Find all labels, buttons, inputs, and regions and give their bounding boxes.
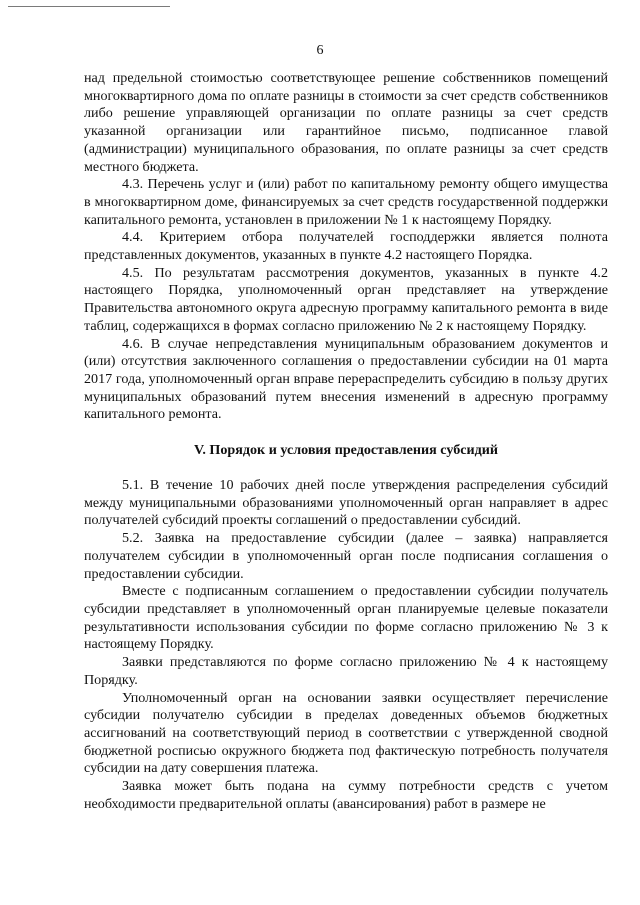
paragraph-4-5: 4.5. По результатам рассмотрения документов, указанных в пункте 4.2 настоящего Порядка, уполномоченный орган представляет на утверждение Правительства автономного округа адресную программу капитального ремонта в виде таблиц, содержащихся в формах согласно приложению № 2 к настоящему Порядку. (84, 264, 608, 334)
paragraph-4-3: 4.3. Перечень услуг и (или) работ по капитальному ремонту общего имущества в многоквартирном доме, финансируемых за счет средств государственной поддержки капитального ремонта, установлен в приложении № 1 к настоящему Порядку. (84, 176, 608, 228)
paragraph-4-6: 4.6. В случае непредставления муниципальным образованием документов и (или) отсутствия заключенного соглашения о предоставлении субсидии на 01 марта 2017 года, уполномоченный орган вправе перераспределить субсидию в пользу других муниципальных образований путем внесения изменений в адресную программу капитального ремонта. (84, 335, 608, 423)
scan-edge-line (8, 6, 170, 7)
paragraph-authorized-body-transfer: Уполномоченный орган на основании заявки осуществляет перечисление субсидии получателю субсидии в пределах доведенных объемов бюджетных ассигнований на соответствующий период в соответствии с утвержденной сводной бюджетной росписью окружного бюджета под фактическую потребность получателя субсидии на дату совершения платежа. (84, 689, 608, 777)
page-number: 6 (316, 43, 324, 58)
section-heading: V. Порядок и условия предоставления субсидий (194, 442, 498, 459)
paragraph-application-amount: Заявка может быть подана на сумму потребности средств с учетом необходимости предварительной оплаты (авансирования) работ в размере не (84, 778, 608, 812)
paragraph-together-with-agreement: Вместе с подписанным соглашением о предоставлении субсидии получатель субсидии представляет в уполномоченный орган планируемые целевые показатели результативности использования субсидии по форме согласно приложению № 3 к настоящему Порядку. (84, 583, 608, 653)
document-body (84, 70, 608, 813)
paragraph-applications-form: Заявки представляются по форме согласно приложению № 4 к настоящему Порядку. (84, 654, 608, 688)
paragraph-5-1: 5.1. В течение 10 рабочих дней после утверждения распределения субсидий между муниципальными образованиями уполномоченный орган направляет в адрес получателей субсидий проекты соглашений о предоставлении субсидий. (84, 477, 608, 529)
paragraph-continuation: над предельной стоимостью соответствующее решение собственников помещений многоквартирного дома по оплате разницы в стоимости за счет средств собственников либо решение управляющей организации по оплате разницы за счет средств указанной организации или гарантийное письмо, подписанное главой (администрации) муниципального образования, по оплате разницы за счет средств местного бюджета. (84, 70, 608, 175)
paragraph-4-4: 4.4. Критерием отбора получателей господдержки является полнота представленных документов, указанных в пункте 4.2 настоящего Порядка. (84, 229, 608, 264)
paragraph-5-2: 5.2. Заявка на предоставление субсидии (далее – заявка) направляется получателем субсидии в уполномоченный орган после подписания соглашения о предоставлении субсидии. (84, 530, 608, 582)
